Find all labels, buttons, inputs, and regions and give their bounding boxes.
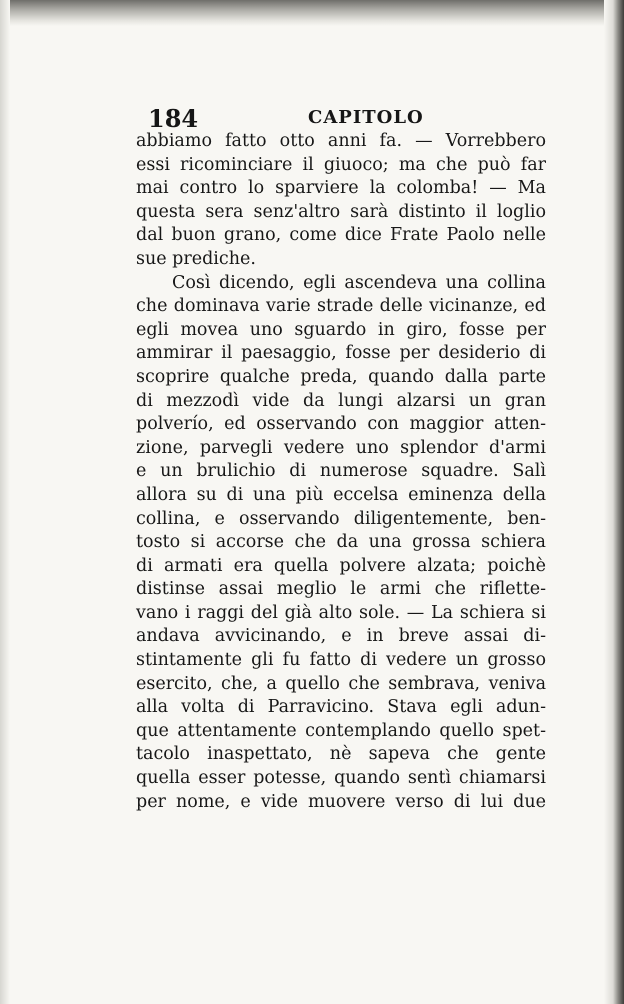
- text-line: collina, e osservando diligentemente, ben-: [136, 508, 546, 529]
- text-line: tacolo inaspettato, nè sapeva che gente: [136, 744, 546, 765]
- scan-shadow-top: [0, 0, 624, 26]
- text-line: per nome, e vide muovere verso di lui due: [136, 791, 546, 812]
- text-line: vano i raggi del già alto sole. — La schiera si: [136, 602, 546, 623]
- text-line: questa sera senz'altro sarà distinto il loglio: [136, 201, 546, 222]
- text-line: che dominava varie strade delle vicinanze, ed: [136, 296, 546, 317]
- text-line: di mezzodì vide da lungi alzarsi un gran: [136, 390, 546, 411]
- text-line: quella esser potesse, quando sentì chiamarsi: [136, 768, 546, 789]
- text-line: que attentamente contemplando quello spet-: [136, 720, 546, 741]
- text-line: allora su di una più eccelsa eminenza della: [136, 484, 546, 505]
- text-line: ammirar il paesaggio, fosse per desiderio di: [136, 343, 546, 364]
- chapter-title: CAPITOLO: [308, 107, 424, 128]
- text-line: di armati era quella polvere alzata; poichè: [136, 555, 546, 576]
- text-line: alla volta di Parravicino. Stava egli adun-: [136, 697, 546, 718]
- scan-shadow-left: [0, 0, 10, 1004]
- text-line: sue prediche.: [136, 248, 256, 269]
- text-line: essi ricominciare il giuoco; ma che può far: [136, 154, 546, 175]
- text-line: e un brulichio di numerose squadre. Salì: [136, 461, 546, 482]
- text-line: polverío, ed osservando con maggior atten-: [136, 414, 546, 435]
- scan-shadow-right: [604, 0, 624, 1004]
- text-line: dal buon grano, come dice Frate Paolo nelle: [136, 225, 546, 246]
- text-line: egli movea uno sguardo in giro, fosse per: [136, 319, 546, 340]
- text-line: esercito, che, a quello che sembrava, veniva: [136, 673, 546, 694]
- text-line: distinse assai meglio le armi che riflette-: [136, 579, 546, 600]
- page-number: 184: [148, 104, 199, 133]
- body-text: [136, 130, 556, 814]
- text-line: abbiamo fatto otto anni fa. — Vorrebbero: [136, 131, 546, 151]
- text-line: andava avvicinando, e in breve assai di-: [136, 626, 546, 647]
- text-line: scoprire qualche preda, quando dalla parte: [136, 366, 546, 387]
- text-line: tosto si accorse che da una grossa schiera: [136, 532, 546, 553]
- text-line: mai contro lo sparviere la colomba! — Ma: [136, 178, 546, 199]
- text-line: zione, parvegli vedere uno splendor d'armi: [136, 437, 546, 458]
- text-line: Così dicendo, egli ascendeva una collina: [172, 272, 546, 293]
- text-line: stintamente gli fu fatto di vedere un grosso: [136, 650, 546, 671]
